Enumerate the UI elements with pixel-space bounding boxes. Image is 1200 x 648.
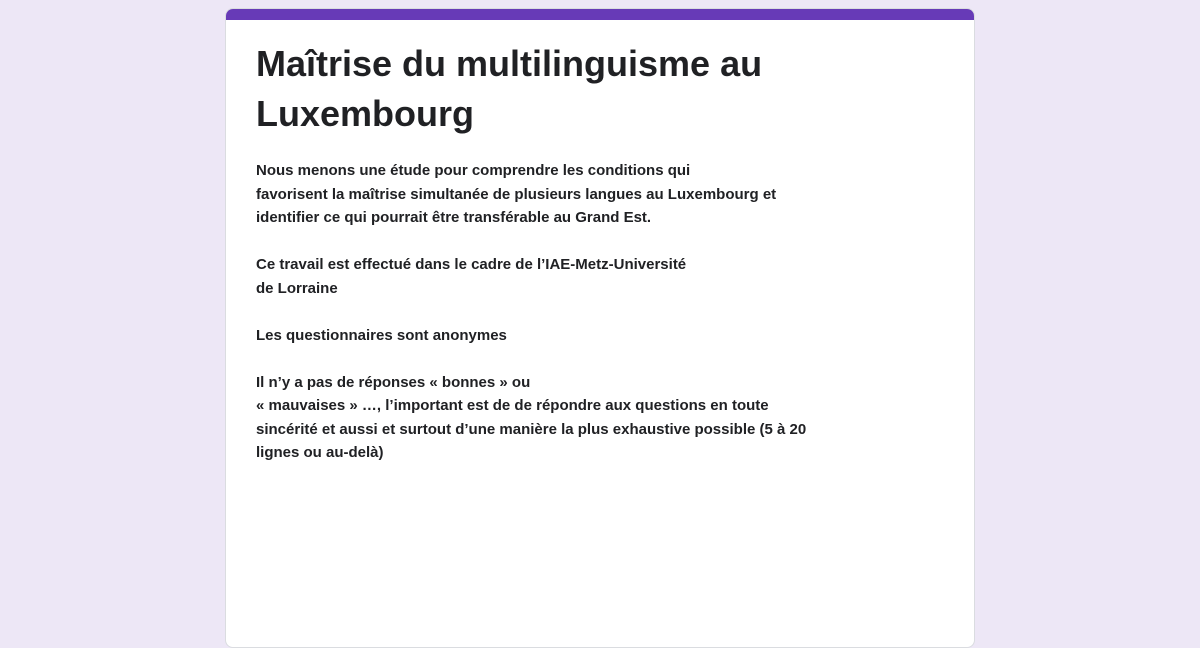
paragraph-spacer [256,230,876,254]
form-title [256,39,876,139]
description-line: Nous menons une étude pour comprendre les conditions qui [256,162,691,179]
form-description [256,159,876,465]
form-accent-bar [226,9,974,20]
description-line: de Lorraine [256,279,338,297]
form-title-line: Maîtrise du multilinguisme au [256,43,763,84]
paragraph-spacer [256,347,876,371]
description-line: identifier ce qui pourrait être transférable au Grand Est. [256,209,652,226]
form-header-content [256,39,876,465]
description-line: lignes ou au-delà) [256,444,384,461]
form-header-card [225,8,975,648]
paragraph-spacer [256,300,876,324]
description-line: sincérité et aussi et surtout d’une manière la plus exhaustive possible (5 à 20 [256,420,807,438]
description-line: Ce travail est effectué dans le cadre de l’IAE-Metz-Université [256,256,687,273]
form-title-line: Luxembourg [256,93,475,134]
description-line: Les questionnaires sont anonymes [256,326,507,344]
description-line: « mauvaises » …, l’important est de de répondre aux questions en toute [256,397,769,414]
description-line: Il n’y a pas de réponses « bonnes » ou [256,373,531,391]
description-line: favorisent la maîtrise simultanée de plusieurs langues au Luxembourg et [256,185,777,203]
